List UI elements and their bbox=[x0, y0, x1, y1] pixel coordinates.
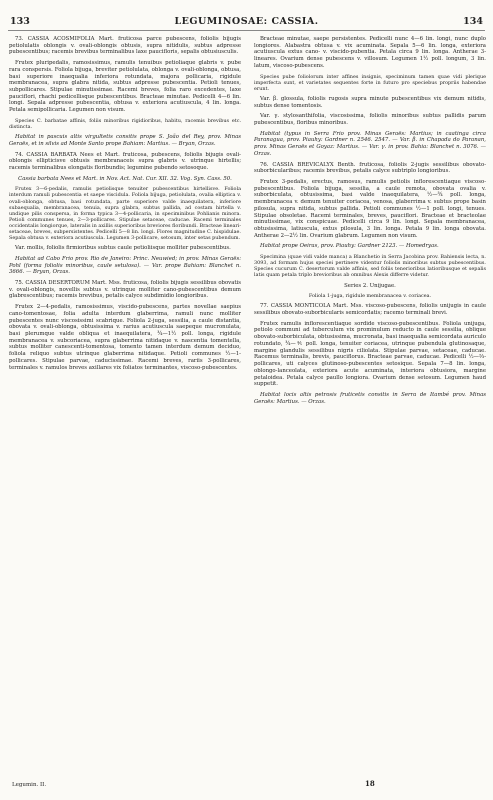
text-paragraph: Species C. barbatae affinis, foliis minoribus rigidioribus, habitu, racemis brevibus etc. distincta. bbox=[9, 117, 241, 130]
running-title: LEGUMINOSAE: CASSIA. bbox=[174, 16, 319, 27]
signature-mark: Legumin. II. bbox=[12, 782, 47, 788]
species-entry: 74. CASSIA BARBATA Nees et Mart. fruticosa, pubescens, foliolis bijugis ovali-oblongis ellipticisve obtusis membranaceis supra glabris v. utrinque hirtellis; racemis terminalibus elongatis floribundis; leguminе pubendo setosoque. bbox=[9, 151, 241, 171]
right-column bbox=[254, 36, 486, 771]
text-paragraph: Foliola 1-juga, rigidule membranacea v. coriacea. bbox=[308, 293, 432, 300]
text-paragraph: Var. mollis, foliolis firmioribus subtus caule petioliisque molliter pubescentibus. bbox=[15, 245, 231, 252]
species-entry: 75. CASSIA DESERTORUM Mart. Mss. fruticosa, foliolis bijugis sessilibus obovatis v. ovali-oblongis, novellis subtus v. utrinque molliter cano-pubescentibus demum glabrescentibus; racemis brevibus, petalis calyce subdimidio longioribus. bbox=[9, 279, 241, 300]
left-column bbox=[9, 36, 241, 771]
text-paragraph: Cassia barbata Nees et Mart. in Nov. Act. Nat. Cur. XII. 32. Vog. Syn. Cass. 50. bbox=[18, 175, 232, 182]
text-paragraph: Habitat locis altis petrosis fruticetis consitis in Serra de Itambé prov. Minas Geraës: Martius. — Orzas. bbox=[254, 391, 486, 405]
text-paragraph: Series 2. Unijugae. bbox=[344, 282, 396, 289]
sheet-number: 18 bbox=[365, 779, 375, 788]
running-header bbox=[8, 16, 485, 28]
text-paragraph: Specimina (quae vidi valde manca) a Blanchetio in Serra Jacobina prov. Bahiensis lecta, n. 3093, ad formam hujus speciei pertinere videntur foliolis minoribus subtus pubescentibus. Species cucurum C. desertorum valde affinis, sed foliis tenerioribus latioribusque et sepalis latis quam petala triplo brevioribus ab omnibus Alexis differre videtur. bbox=[254, 254, 486, 279]
text-paragraph: Frutex 3—6-pedalis, ramulis petiolisque tenuiter pubescentibus hirtellisve. Foliola interdum ramuli pubescentia et saepe viscidula. Foliola bijuga, petiolulata, ovalia elliptica v. ovali-oblonga, obtusa, basi rotundata, parte superiore valde inaequilatera, inferiore subaequalia, membranacea, tenuia, supra glabra, subtus pallida, ad costam hirtella v. undique pilis conspersa, in forma typica 3—4-pollicaria, in speciminibus Pohlianis minora. Petioli communes tenues, 2—3-pollicares. Stipulae setaceae, caducae. Racemi terminales occidentalis longiorque, lateralis in axillis superioribus breviores floribundi. Bracteae lineari-setaceae, breves, subpersistentes. Pedicelli 5—8 lin. longi. Flores magnitudine C. hispidulae. Sepala obtusa v. exteriora acutiuscula. Legumen 3-pollicare, setosum, inter setas pubendum. bbox=[9, 186, 241, 241]
header-rule bbox=[8, 30, 485, 31]
text-paragraph: Habitat ad Cabo Frio prov. Rio de Janeiro: Princ. Neuwied; in prov. Minas Geraës: Pohl (forma foliolis minoribus, caule setulosa). — Var. prope Bahiam: Blanchet n. 3666. — Bryan, Orzas. bbox=[9, 255, 241, 276]
species-entry: 76. CASSIA BREVICALYX Benth. fruticosa, foliolis 2-jugis sessilibus obovato-suborbicularibus; racemis brevibus, petalis calyce subtriplo longioribus. bbox=[254, 161, 486, 175]
text-paragraph: Habitat (typus in Serra Frio prov. Minas Geraës: Martius; in caatinga circa Paranagua, prov. Piauhy: Gardner n. 2546. 2547. — Var. β. in Chapada do Paranan, prov. Minas Geraës et Goyaz: Martius. — Var. γ. in prov. Bahia: Blanchet n. 3076. — Orzas. bbox=[254, 130, 486, 157]
page-number-left: 133 bbox=[10, 16, 30, 27]
text-paragraph: Bracteae minutae, saepe persistentes. Pedicelli nunc 4—6 lin. longi, nunc duplo longiores. Alabastra obtusa v. vix acuminata. Sepala 5—6 lin. longa, exteriora acutiuscula extus cano- v. viscido-pubentia. Petala circa 9 lin. longa. Antherae 3-lineares. Ovarium dense pubescens v. villosum. Legumen 1½ poll. longum, 3 lin. latum, viscoso-pubescens. bbox=[254, 36, 486, 69]
page-number-right: 134 bbox=[463, 16, 483, 27]
text-paragraph: Frutex 2—4-pedalis, ramosissimus, viscido-pubescens, partes novellae saepius cano-tomentosae, folia adulta interdum glaberrima, ramuli nunc molliter pubescentes nunc viscosissimi scabrique. Foliola 2-juga, sessilia, a caule distantia, obovata v. ovali-oblonga, obtusissima v. rarius acutiuscula saepeque mucronulata, basi plerumque valde obliqua et inaequilatera, ¾—1½ poll. longa, rigidule membranacea v. subcoriacea, supra glaberrima nitidaque v. nascentia tomentella, subtus molliter canescenti-tomentosa, tomento tamen interdum demum deciduo, foliola reliquo subtus utrinque glaberrima nitidaque. Petioli communes ½—1-pollicares. Stipulae parvae, caducissimae. Racemi breves, rariis 3-pollicares, terminales v. ramulos breves axillares vix foliatos terminantes, viscoso-pubescentes. bbox=[9, 304, 241, 371]
text-paragraph: Frutex 3-pedalis, erectus, ramosus, ramulis petiolis inflorescentiaque viscoso-pubescentibus. Foliola bijuga, sessilia, a caule remota, obovata ovalia v. suborbiculata, obtusissima, basi valde inaequilatera, ½—¾ poll. longa, membranacea v. demum tenuiter coriacea, venosa, glaberrima v. subtus prope basin pilosula, supra nitida, subtus pallida. Petioli communes ½—1 poll. longi, tenues. Stipulae obsoletae. Racemi terminales, breves, pauciflori. Bracteae et bracteolae minutissimae, vix conspicuae. Pedicelli circa 9 lin. longi. Sepala membranacea, obtusissima, latiuscula, extus pilosula, 3 lin. longa. Petala 9 lin. longa obovata. Antherae 2—2½ lin. Ovarium glabrum. Legumen non visum. bbox=[254, 179, 486, 239]
text-paragraph: Var. γ. stylosanthifolia, viscosissima, foliolis minoribus subtus pallidis parum pubescentibus, floribus minoribus. bbox=[254, 113, 486, 126]
text-paragraph: Habitat in pascuis altis virgultetis consitis prope S. João del Rey, prov. Minas Geraës, et in silvis ad Monte Santo prope Bahiam: Martius. — Bryan, Orzas. bbox=[9, 134, 241, 147]
text-paragraph: Habitat prope Oeiras, prov. Piauhy: Gardner 2123. — Homedryas. bbox=[260, 243, 439, 250]
text-paragraph: Var. β. glossula, foliolis rugosis supra minute pubescentibus vix demum nitidis, subtus dense tomentosis. bbox=[254, 95, 486, 109]
text-paragraph: Frutex ramulis inflorescentiaque sordide viscoso-pubescentibus. Foliola unijuga, petiolo communi ad tuberculum vix prominulum reducto in caule sessilia, oblique obovato-suborbiculata, obtusissima, mucronata, basi inaequalia semicordata auriculo rotundato, ¾—⅘ poll. longa, tenuiter coriacea, utrinque pubendula glutinosaque, margine glandulis sessilibus nigris ciliolata. Stipulae parvae, setaceae, caducae. Racemus terminalis, brevis, pauciflorus. Bracteae parvae, caducae. Pedicelli ½—⅔-pollicares, uti calyces glutinoso-pubescentes setosique. Sepala 7—8 lin. longa, oblongo-lanceolata, exteriora acute acuminata, interiora obtusiora, margine petaloidea. Petala calyce paullo longiora. Ovarium dense setosum. Legumen haud suppetit. bbox=[254, 320, 486, 388]
text-paragraph: Frutex pluripedalis, ramosissimus, ramulis tenuibus petioliaque glabris v. pube rara conspersis. Foliola bijuga, breviter petiolulata, oblonga v. ovali-oblonga, obtusa, basi superiore inaequalia inferiora rotundata, majora pollicaria, rigidule membranacea, supra glabra nitida, subtus adpresse pubescentia. Petioli tenues, subpollicares. Stipulae minutissimae. Racemi breves, folia raro excedentes, laxe pauciflori, rhachi pedicellisque pubescentibus. Bracteae minutae. Pedicelli 4—6 lin. longi. Sepala adpresse pubescentia, obtusa v. exteriora acutiuscula, 4 lin. longa. Petala semipollicaria. Legumen non visum. bbox=[9, 60, 241, 114]
species-entry: 77. CASSIA MONTICOLA Mart. Mss. viscoso-pubescens, foliolis unijugis in caule sessilibus obovato-suborbicularis semicordatis; racemo terminali brevi. bbox=[254, 303, 486, 317]
text-paragraph: Species pube foliolorum inter affines insignis, speciminum tamen quae vidi plerique imperfecta sunt, et varietates sequentes forte in futuro pro speciebus propriis habendae erunt. bbox=[254, 73, 486, 92]
species-entry: 73. CASSIA ACOSMIFOLIA Mart. fruticosa parce pubescens, foliolis bijugis petiolulatis oblongis v. ovali-oblongis obtusis, supra nitidulis, subtus adpresse pubescentibus; racemis brevibus terminalibus laxe paucifloris, sepalis obtusiusculis. bbox=[9, 36, 241, 56]
